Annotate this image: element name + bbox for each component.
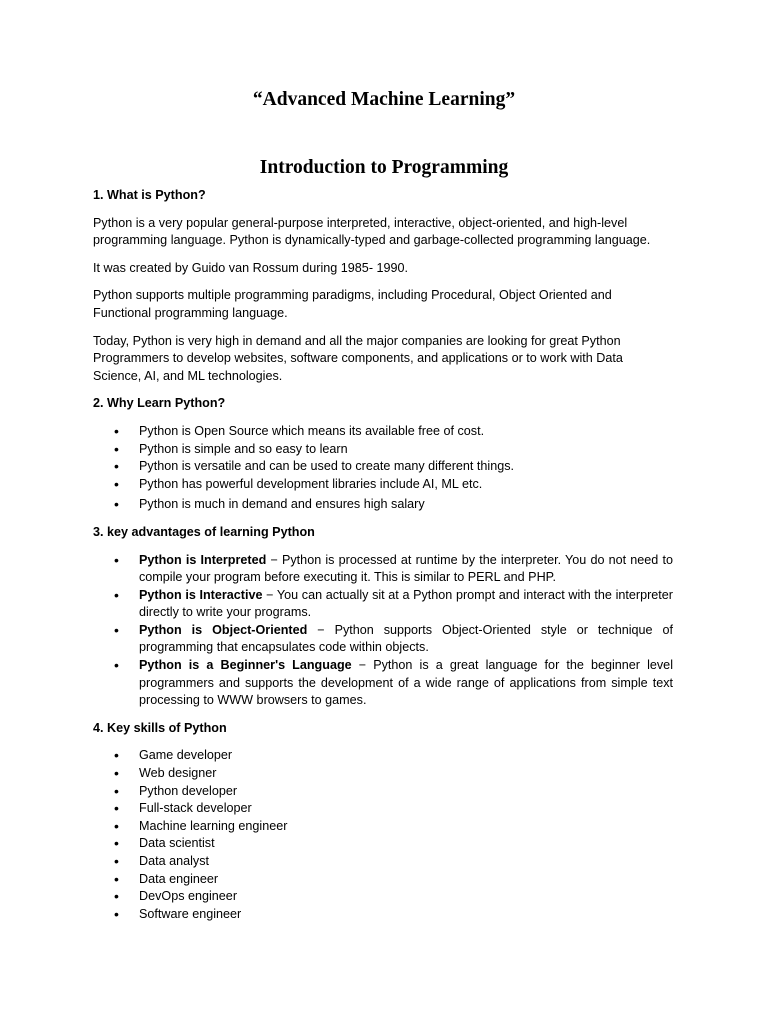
section-heading-key-skills: 4. Key skills of Python (93, 720, 227, 735)
why-learn-list (93, 423, 673, 514)
document-title: “Advanced Machine Learning” (252, 89, 516, 110)
document-subtitle: Introduction to Programming (259, 157, 509, 178)
list-item (93, 622, 673, 657)
section-heading-key-advantages: 3. key advantages of learning Python (93, 524, 315, 539)
advantage-text: − Python is a great language for the beginner level programmers and supports the development of a wide range of applications from simple text processing to WWW browsers to games. (139, 658, 673, 708)
list-item: • Web designer (93, 765, 673, 783)
list-item: • Python is versatile and can be used to create many different things. (93, 458, 673, 476)
advantages-list (93, 552, 673, 710)
paragraph: It was created by Guido van Rossum during 1985- 1990. (93, 260, 409, 275)
list-item: • Data scientist (93, 835, 673, 853)
paragraph: Python is a very popular general-purpose interpreted, interactive, object-oriented, and high-level programming language. Python is dynamically-typed and garbage-collected programming language. (93, 215, 651, 248)
list-item: • Game developer (93, 747, 673, 765)
list-item: • Software engineer (93, 906, 673, 924)
list-item: • Python is much in demand and ensures high salary (93, 496, 673, 514)
list-item (93, 657, 673, 710)
list-item: • Data engineer (93, 871, 673, 889)
paragraph: Python supports multiple programming paradigms, including Procedural, Object Oriented and Functional programming language. (93, 288, 612, 320)
section-heading-why-learn-python: 2. Why Learn Python? (93, 396, 226, 411)
list-item: • Full-stack developer (93, 800, 673, 818)
list-item: • Data analyst (93, 853, 673, 871)
skills-list (93, 747, 673, 923)
advantage-text: − Python is processed at runtime by the interpreter. You do not need to compile your program before executing it. This is similar to PERL and PHP. (139, 552, 673, 585)
list-item: • DevOps engineer (93, 888, 673, 906)
list-item (93, 552, 673, 587)
advantage-term: Python is Interpreted (139, 552, 267, 567)
list-item: • Python is simple and so easy to learn (93, 441, 673, 459)
list-item: • Python is Open Source which means its available free of cost. (93, 423, 673, 441)
advantage-term: Python is Object-Oriented (139, 622, 308, 637)
list-item (93, 587, 673, 622)
advantage-term: Python is Interactive (139, 587, 263, 602)
paragraph: Today, Python is very high in demand and all the major companies are looking for great Python Programmers to develop websites, software components, and applications or to work with Data Science, AI, and ML technologies. (93, 333, 623, 383)
list-item: • Python has powerful development libraries include AI, ML etc. (93, 476, 673, 494)
section-heading-what-is-python: 1. What is Python? (93, 188, 206, 202)
list-item: • Machine learning engineer (93, 818, 673, 836)
advantage-text: − You can actually sit at a Python prompt and interact with the interpreter directly to write your programs. (139, 587, 673, 620)
advantage-text: − Python supports Object-Oriented style or technique of programming that encapsulates code within objects. (139, 622, 673, 655)
document-body (93, 187, 673, 933)
advantage-term: Python is a Beginner's Language (139, 658, 352, 673)
list-item: • Python developer (93, 783, 673, 801)
